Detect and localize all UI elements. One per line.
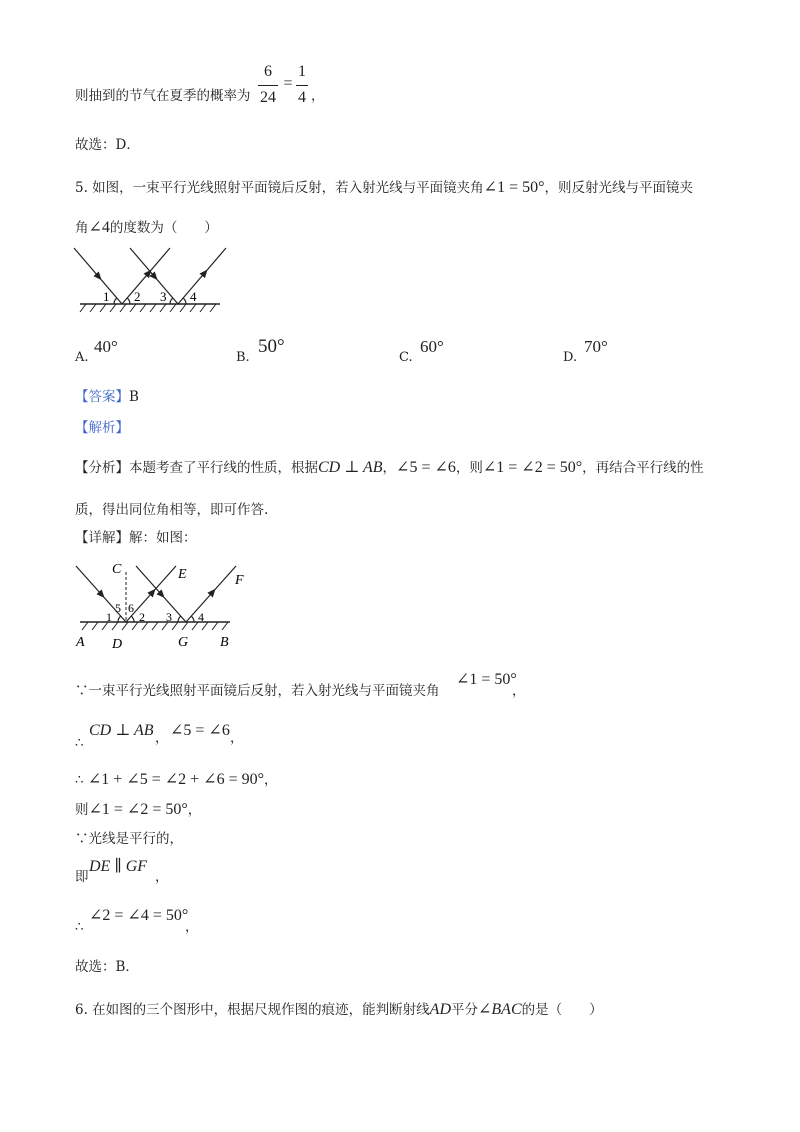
answer-value: B: [129, 389, 139, 405]
fraction-1-4-den: 4: [298, 89, 306, 106]
step-1-suffix: ，: [512, 683, 526, 699]
point-label-g: G: [178, 635, 189, 650]
answer-line: [75, 389, 139, 405]
prev-choose: 故选：D．: [75, 137, 140, 153]
point-label-d: D: [112, 637, 123, 652]
step-7-math: ∠2 = ∠4 = 50°: [89, 907, 189, 924]
step-4: 则∠1 = ∠2 = 50°，: [75, 801, 202, 818]
q5-stem-line2: 角∠4的度数为（ ）: [75, 219, 218, 236]
prev-suffix: ，: [311, 88, 325, 104]
step-2: ∴: [75, 735, 84, 751]
angle-label-2: 2: [134, 289, 141, 304]
angle-label-3: 3: [166, 610, 172, 624]
fraction-1-4: 1: [298, 63, 306, 80]
angle-label-2: 2: [139, 610, 145, 624]
q5-solution-figure: [70, 556, 270, 656]
equals-sign: =: [283, 75, 293, 92]
option-a-value[interactable]: 40°: [94, 337, 118, 356]
detail-line: 【详解】解：如图：: [75, 530, 197, 546]
step-2-end: ，: [230, 730, 244, 746]
option-c-letter[interactable]: C.: [399, 350, 413, 365]
step-6-math: DE ∥ GF: [89, 858, 148, 875]
point-label-a: A: [76, 635, 85, 650]
fenxi-line2: 质，得出同位角相等，即可作答.: [75, 502, 269, 518]
q6-stem: 6. 在如图的三个图形中，根据尺规作图的痕迹，能判断射线AD平分∠BAC的是（ ）: [75, 1001, 603, 1018]
point-label-e: E: [178, 567, 187, 582]
option-b-letter[interactable]: B.: [236, 350, 250, 365]
step-3: ∴ ∠1 + ∠5 = ∠2 + ∠6 = 90°，: [75, 771, 278, 788]
option-b-value[interactable]: 50°: [258, 336, 285, 357]
answer-tag: 【答案】: [75, 389, 129, 405]
fraction-6-24-den: 24: [260, 89, 276, 106]
angle-label-6: 6: [128, 601, 134, 615]
step-2-math: CD ⊥ AB: [89, 722, 154, 739]
step-7: ∴: [75, 919, 84, 935]
q5-figure-mirror: [72, 238, 232, 318]
point-label-c: C: [112, 562, 122, 577]
step-2-mid: ，: [155, 730, 169, 746]
option-d-letter[interactable]: D.: [563, 350, 578, 365]
angle-label-3: 3: [160, 289, 167, 304]
step-7-suffix: ，: [185, 919, 199, 935]
point-label-f: F: [235, 573, 244, 588]
point-label-b: B: [220, 635, 229, 650]
step-2-math2: ∠5 = ∠6: [170, 722, 230, 739]
fraction-6-24: 6: [264, 63, 272, 80]
step-1-math: ∠1 = 50°: [456, 671, 517, 688]
option-c-value[interactable]: 60°: [420, 337, 444, 356]
q5-choose: 故选：B．: [75, 959, 139, 975]
step-6: 即: [75, 869, 89, 885]
option-d-value[interactable]: 70°: [584, 337, 608, 356]
step-6-suffix: ，: [155, 869, 169, 885]
angle-label-5: 5: [115, 601, 121, 615]
angle-label-1: 1: [103, 289, 110, 304]
step-5: ∵光线是平行的，: [75, 831, 183, 847]
fraction-bar: [296, 85, 308, 86]
fenxi-line1: 【分析】本题考查了平行线的性质，根据CD ⊥ AB，∠5 = ∠6，则∠1 = ∠2 = 50°，再结合平行线的性: [75, 459, 704, 476]
option-a-letter[interactable]: A.: [75, 350, 89, 365]
angle-label-4: 4: [190, 289, 197, 304]
step-1: ∵一束平行光线照射平面镜后反射，若入射光线与平面镜夹角: [75, 683, 440, 699]
fraction-bar: [258, 85, 278, 86]
prev-probability-line: 则抽到的节气在夏季的概率为: [75, 88, 251, 104]
q5-stem-line1: 5. 如图，一束平行光线照射平面镜后反射，若入射光线与平面镜夹角∠1 = 50°，则反射光线与平面镜夹: [75, 179, 693, 196]
angle-label-1: 1: [106, 610, 112, 624]
analysis-tag: 【解析】: [75, 420, 129, 436]
angle-label-4: 4: [198, 610, 204, 624]
